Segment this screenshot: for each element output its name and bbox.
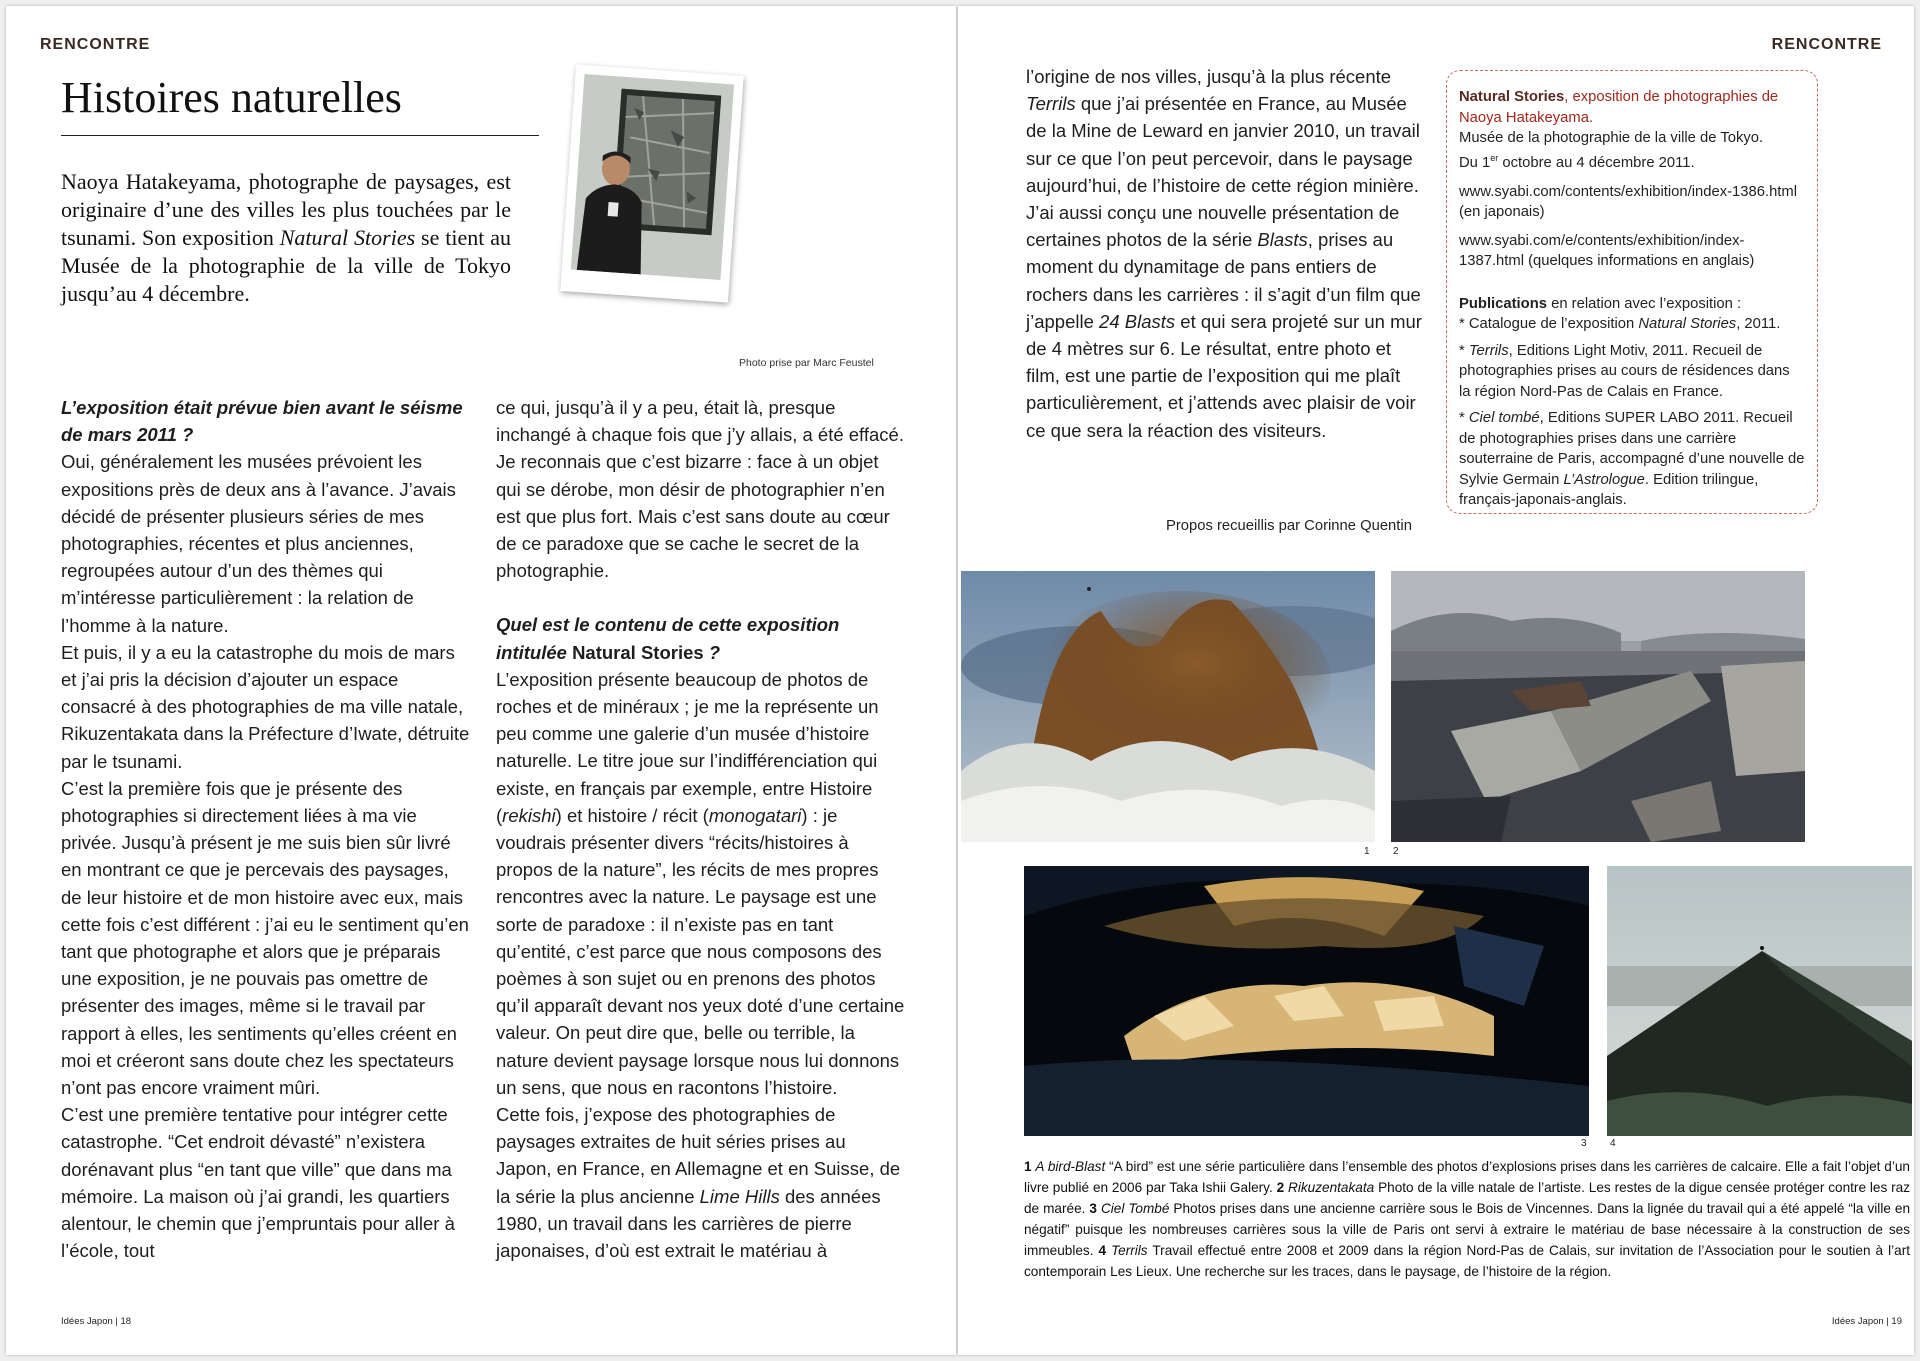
text-column-3: [1026, 63, 1426, 444]
portrait-photo-frame: [560, 64, 743, 302]
info-title: Natural Stories, exposition de photographies de Naoya Hatakeyama. Musée de la photographie de la ville de Tokyo. Du 1er octobre au 4 décembre 2011.: [1459, 89, 1779, 172]
col1-paragraph-2: Et puis, il y a eu la catastrophe du mois de mars et j’ai pris la décision d’ajouter un espace consacré à des photographies de ma ville natale, Rikuzentakata dans la Préfecture d’Iwate, détruite par le tsunami.: [61, 641, 470, 772]
page-folio: Idées Japon | 18: [61, 1316, 132, 1327]
publication-2: * Terrils, Editions Light Motiv, 2011. Recueil de photographies prises au cours de résidences dans la région Nord-Pas de Calais en France.: [1459, 342, 1790, 400]
publications-heading: Publications en relation avec l’exposition :: [1459, 295, 1742, 312]
col3-paragraph-1: l’origine de nos villes, jusqu’à la plus récente Terrils que j’ai présentée en France, au Musée de la Mine de Leward en janvier 2010, un travail sur ce que l’on peut percevoir, dans le paysage aujourd’hui, de l’histoire de cette région minière.: [1026, 66, 1420, 196]
photo-number-2: 2: [1393, 846, 1399, 857]
col1-paragraph-1: Oui, généralement les musées prévoient les expositions près de deux ans à l’avance. J’avais décidé de présenter plusieurs séries de mes photographies, récentes et plus anciennes, regroupées autour d’un des thèmes qui m’intéresse particulièrement : la relation de l’homme à la nature.: [61, 451, 456, 636]
photo-ciel-tombe: [1024, 866, 1589, 1136]
info-box: [1446, 70, 1818, 514]
byline: Propos recueillis par Corinne Quentin: [1166, 518, 1412, 534]
text-column-2: [496, 394, 906, 1264]
intro-paragraph: Naoya Hatakeyama, photographe de paysages, est originaire d’une des villes les plus touchées par le tsunami. Son exposition Natural Stories se tient au Musée de la photographie de la ville de Tokyo jusqu’au 4 décembre.: [61, 169, 511, 306]
photo-bird-blast: [961, 571, 1375, 842]
question-1: L’exposition était prévue bien avant le séisme de mars 2011 ?: [61, 397, 463, 446]
photo-rikuzentakata: [1391, 571, 1805, 842]
publication-1: * Catalogue de l’exposition Natural Stories, 2011.: [1459, 316, 1781, 333]
col2-paragraph-3: Cette fois, j’expose des photographies de paysages extraites de huit séries prises au Japon, en France, en Allemagne et en Suisse, de la série la plus ancienne Lime Hills des années 1980, un travail dans les carrières de pierre japonaises, d’où est extrait le matériau à: [496, 1104, 901, 1262]
article-title: Histoires naturelles: [61, 73, 402, 122]
photo-number-1: 1: [1364, 846, 1370, 857]
text-column-1: [61, 394, 471, 1265]
col1-paragraph-4: C’est une première tentative pour intégrer cette catastrophe. “Cet endroit dévasté” n’existera dorénavant plus “en tant que ville” que dans ma mémoire. La maison où j’ai grandi, les quartiers alentour, le chemin que j’empruntais pour aller à l’école, tout: [61, 1104, 455, 1262]
col1-paragraph-3: C’est la première fois que je présente des photographies si directement liées à ma vie privée. Jusqu’à présent je me suis bien sûr livré en montrant ce que je percevais des paysages, de leur histoire et de mon histoire avec eux, mais cette fois c’est différent : j’ai eu le sentiment qu’en tant que photographe et alors que je préparais une exposition, je ne pouvais pas omettre de présenter des images, même si le travail par rapport à elles, les sentiments qu’elles créent en moi et créeront sans doute chez les spectateurs n’ont pas encore vraiment mûri.: [61, 777, 469, 1099]
col2-paragraph-2: L’exposition présente beaucoup de photos de roches et de minéraux ; je me la représente un peu comme une galerie d’un musée d’histoire naturelle. Le titre joue sur l’indifférenciation qui existe, en français par exemple, entre Histoire (rekishi) et histoire / récit (monogatari) : je voudrais présenter divers “récits/histoires à propos de la nature”, les récits de mes propres rencontres avec la nature. Le paysage est une sorte de paradoxe : il n’existe pas en tant qu’entité, c’est parce que nous composons des poèmes à son sujet ou en prenons des photos qu’il apparaît devant nos yeux doté d’une certaine valeur. On peut dire que, belle ou terrible, la nature devient paysage lorsque nous lui donnons un sens, que nous en racontons l’histoire.: [496, 668, 905, 1098]
photo-number-3: 3: [1581, 1138, 1587, 1149]
photo-terrils: [1607, 866, 1912, 1136]
info-url-1[interactable]: www.syabi.com/contents/exhibition/index-1386.html (en japonais): [1459, 183, 1798, 221]
publication-3: * Ciel tombé, Editions SUPER LABO 2011. Recueil de photographies prises dans une carrière souterraine de Paris, accompagné d’une nouvelle de Sylvie Germain L’Astrologue. Edition trilingue, français-japonais-anglais.: [1459, 410, 1805, 509]
section-label: RENCONTRE: [1771, 36, 1882, 53]
page-folio: Idées Japon | 19: [1831, 1316, 1902, 1327]
photo-captions: 1 A bird-Blast “A bird” est une série particulière dans l’ensemble des photos d’explosions prises dans les carrières de calcaire. Elle a fait l’objet d’un livre publié en 2006 par Taka Ishii Galery. 2 Rikuzentakata Photo de la ville natale de l’artiste. Les restes de la digue censée protéger contre les raz de marée. 3 Ciel Tombé Photos prises dans une ancienne carrière sous le Bois de Vincennes. Dans la lignée du travail qui a été appelé “la ville en négatif” puisque les nombreuses carrières sous la ville de Paris ont servi à extraire le matériau de base nécessaire à la construction de ses immeubles. 4 Terrils Travail effectué entre 2008 et 2009 dans la région Nord-Pas de Calais, sur invitation de l’Association pour le soutien à l’art contemporain Les Lieux. Une recherche sur les traces, dans le paysage, de l’histoire de la région.: [1024, 1159, 1911, 1279]
info-url-2[interactable]: www.syabi.com/e/contents/exhibition/index-1387.html (quelques informations en anglais): [1459, 232, 1755, 270]
section-label: RENCONTRE: [40, 36, 151, 53]
portrait-photo: [571, 74, 734, 280]
col3-paragraph-2: J’ai aussi conçu une nouvelle présentation de certaines photos de la série Blasts, prises au moment du dynamitage de pans entiers de rochers dans les carrières : il s’agit d’un film que j’appelle 24 Blasts et qui sera projeté sur un mur de 4 mètres sur 6. Le résultat, entre photo et film, est une partie de l’exposition qui me plaît particulièrement, et j’attends avec plaisir de voir ce que sera la réaction des visiteurs.: [1026, 202, 1422, 441]
right-page: [958, 6, 1914, 1355]
photo-credit: Photo prise par Marc Feustel: [739, 357, 874, 369]
photo-number-4: 4: [1610, 1138, 1616, 1149]
left-page: [6, 6, 956, 1355]
title-rule: [61, 135, 539, 136]
question-2: Quel est le contenu de cette exposition intitulée Natural Stories ?: [496, 614, 840, 663]
col2-paragraph-1: ce qui, jusqu’à il y a peu, était là, presque inchangé à chaque fois que j’y allais, a été effacé. Je reconnais que c’est bizarre : face à un objet qui se dérobe, mon désir de photographier n’en est que plus fort. Mais c’est sans doute au cœur de ce paradoxe que se cache le secret de la photographie.: [496, 397, 904, 582]
